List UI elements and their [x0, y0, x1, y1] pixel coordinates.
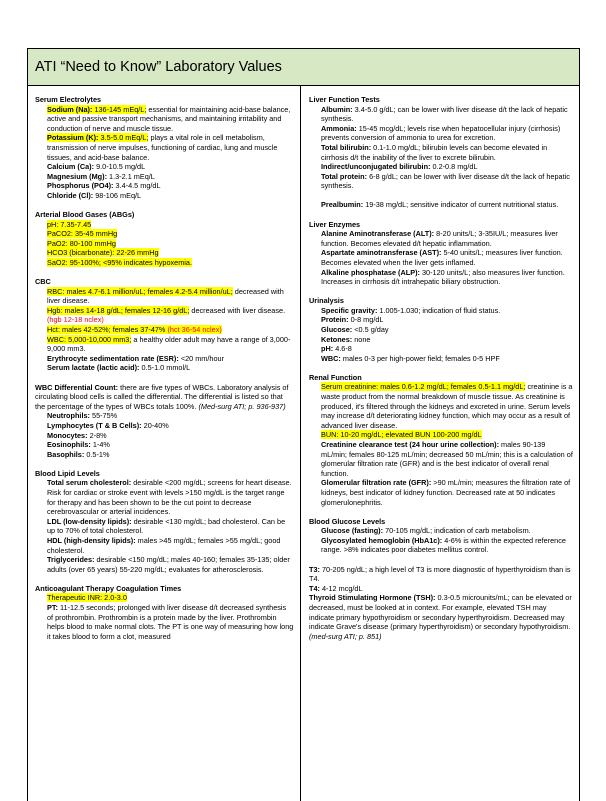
specific-gravity-value: 1.005-1.030; indication of fluid status. [379, 305, 501, 315]
abg-sao2: SaO2: 95-100%; <95% indicates hypoxemia. [47, 258, 193, 267]
eosinophils-value: 1-4% [92, 440, 110, 450]
triglycerides-desc: desirable <150 mg/dL; males 40-160; females 35-135; older adults (over 65 years) 55-220 mg/dL; evaluates for atherosclerosis. [47, 555, 290, 574]
wbc-value: WBC: 5,000-10,000 mm3; [47, 334, 132, 344]
total-bilirubin-row [309, 143, 573, 162]
bun-value: BUN: 10-20 mg/dL; elevated BUN 100-200 mg/dL [321, 430, 482, 440]
spacer [309, 191, 573, 201]
total-protein-desc: 6-8 g/dL; can be lower with liver disease d/t the lack of hepatic synthesis. [321, 171, 570, 191]
ammonia-desc: 15-45 mcg/dL; levels rise when hepatocellular injury (cirrhosis) prevents conversion of ammonia to urea for excretion. [321, 123, 561, 143]
sodium-row [35, 105, 294, 134]
left-column [28, 86, 301, 801]
tsh-desc: 0.3-0.5 microunits/mL; can be elevated or decreased, must be looked at in context. For example, elevated TSH may indicate primary hypothyroidism or secondary hyperthyroidism. Decreased may indicate Grave's disease (primary hyperthyroidism) or secondary hypothyroidism. [309, 593, 572, 632]
pt-desc: 11-12.5 seconds; prolonged with liver disease d/t decreased synthesis of prothrombin. Prothrombin is a protein made by the liver. Prothrombin helps blood to make normal clots. The PT is one way of measuring how long it takes blood to form a clot, measured [47, 603, 294, 641]
monocytes-value: 2-8% [89, 430, 107, 440]
urinalysis-item [309, 315, 573, 325]
t3-row [309, 565, 573, 584]
section-heading-renal: Renal Function [309, 372, 362, 382]
ast-desc: 5-40 units/L; measures liver function. Becomes elevated when the liver gets inflamed. [321, 248, 563, 267]
specific-gravity-label: Specific gravity: [321, 305, 378, 315]
t4-value: 4-12 mcg/dL [321, 583, 363, 593]
prealbumin-row [309, 200, 573, 210]
total-protein-row [309, 172, 573, 191]
basophils-value: 0.5-1% [86, 449, 110, 459]
monocytes-label: Monocytes: [47, 430, 88, 440]
urinalysis-item [309, 306, 573, 316]
rbc-value: RBC: males 4.7-6.1 million/uL; females 4.2-5.4 million/uL; [47, 286, 233, 296]
ast-row [309, 248, 573, 267]
albumin-desc: 3.4-5.0 g/dL; can be lower with liver disease d/t the lack of hepatic synthesis. [321, 104, 568, 124]
tsh-row [309, 593, 573, 641]
ketones-label: Ketones: [321, 334, 353, 344]
triglycerides-row [35, 555, 294, 574]
calcium-value: 9.0-10.5 mg/dL [96, 162, 146, 172]
abg-item [35, 229, 294, 239]
sodium-value: 136-145 mEq/L; [94, 104, 147, 114]
right-column [301, 86, 579, 801]
abg-ph: pH: 7.35-7.45 [47, 219, 92, 229]
alt-label: Alanine Aminotransferase (ALT): [321, 229, 435, 239]
section-heading-wbc-diff: WBC Differential Count: [35, 382, 119, 392]
urinalysis-item [309, 325, 573, 335]
urinalysis-item [309, 344, 573, 354]
lymphocytes-label: Lymphocytes (T & B Cells): [47, 420, 142, 430]
urine-protein-label: Protein: [321, 315, 349, 325]
urine-glucose-label: Glucose: [321, 324, 353, 334]
phosphorus-value: 3.4-4.5 mg/dL [115, 181, 161, 191]
urine-glucose-value: <0.5 g/day [354, 324, 389, 334]
abg-paco2: PaCO2: 35-45 mmHg [47, 229, 118, 239]
tsh-label: Thyroid Stimulating Hormone (TSH): [309, 593, 436, 603]
esr-row [35, 354, 294, 364]
sodium-desc: essential for maintaining acid-base balance, active and passive transport mechanisms, and maintaining irritability and conduction of nerve and muscle tissue. [47, 104, 291, 133]
wbc-row [35, 335, 294, 354]
section-heading-lipids: Blood Lipid Levels [35, 468, 100, 478]
rbc-row [35, 287, 294, 306]
potassium-desc: plays a vital role in cell metabolism, transmission of nerve impulses, functioning of cardiac, lung and muscle tissues, and acid-base balance. [47, 133, 278, 162]
tsh-reference: (med-surg ATI; p. 851) [309, 631, 382, 641]
section-heading-enzymes: Liver Enzymes [309, 219, 361, 229]
inr-row [35, 593, 294, 603]
gfr-row [309, 478, 573, 507]
potassium-row [35, 133, 294, 162]
ketones-value: none [354, 334, 371, 344]
hdl-label: HDL (high-density lipids): [47, 535, 136, 545]
hct-row [35, 325, 294, 335]
section-heading-glucose: Blood Glucose Levels [309, 516, 386, 526]
alp-desc: 30-120 units/L; also measures liver function. Increases in cirrhosis d/t intrahepatic biliary obstruction. [321, 267, 565, 287]
inr-value: Therapeutic INR: 2.0-3.0 [47, 593, 127, 603]
magnesium-label: Magnesium (Mg): [47, 171, 107, 181]
phosphorus-row [35, 181, 294, 191]
hba1c-label: Glycosylated hemoglobin (HbA1c): [321, 535, 443, 545]
urinalysis-item [309, 335, 573, 345]
chloride-label: Chloride (Cl): [47, 190, 94, 200]
prealbumin-label: Prealbumin: [321, 200, 364, 210]
ldl-label: LDL (low-density lipids): [47, 516, 132, 526]
wbc-diff-item [35, 440, 294, 450]
wbc-diff-item [35, 431, 294, 441]
lymphocytes-value: 20-40% [143, 420, 169, 430]
ammonia-row [309, 124, 573, 143]
eosinophils-label: Eosinophils: [47, 440, 91, 450]
calcium-label: Calcium (Ca): [47, 162, 95, 172]
creatinine-row [309, 382, 573, 430]
urine-ph-value: 4.6-8 [335, 344, 352, 354]
hgb-row [35, 306, 294, 325]
creatinine-clearance-row [309, 440, 573, 478]
potassium-label: Potassium (K): [47, 133, 99, 143]
esr-value: <20 mm/hour [180, 353, 225, 363]
triglycerides-label: Triglycerides: [47, 555, 95, 565]
fasting-glucose-label: Glucose (fasting): [321, 526, 384, 536]
chloride-value: 98-106 mEq/L [95, 190, 142, 200]
urine-wbc-label: WBC: [321, 353, 341, 363]
urine-ph-label: pH: [321, 344, 334, 354]
creatinine-clearance-desc: males 90-139 mL/min; females 80-125 mL/min; decreased 50 mL/min; this is a calculation of glomerular filtration rate (GFR) and is the best indicator of overall renal function. [321, 440, 573, 478]
ldl-row [35, 517, 294, 536]
total-cholesterol-label: Total serum cholesterol: [47, 478, 132, 488]
hct-value: Hct: males 42-52%; females 37-47% [47, 325, 166, 335]
indirect-bilirubin-row [309, 162, 573, 172]
creatinine-desc: creatinine is a waste product from the normal breakdown of muscle tissue. As creatinine is produced, it's filtered through the kidneys and excreted in urine. Serum levels may increase d/t deteriorating kidney function, which may occur as a result of advanced liver disease. [321, 382, 573, 430]
t3-label: T3: [309, 564, 320, 574]
abg-item [35, 239, 294, 249]
section-heading-electrolytes: Serum Electrolytes [35, 95, 102, 104]
lactate-value: 0.5-1.0 mmol/L [141, 363, 191, 373]
neutrophils-label: Neutrophils: [47, 411, 90, 421]
wbc-diff-item [35, 450, 294, 460]
abg-item [35, 248, 294, 258]
total-cholesterol-row [35, 478, 294, 516]
section-heading-cbc: CBC [35, 277, 51, 287]
hgb-desc: decreased with liver disease. [191, 305, 286, 315]
albumin-row [309, 105, 573, 124]
neutrophils-value: 55-75% [92, 411, 118, 421]
ast-label: Aspartate aminotransferase (AST): [321, 248, 442, 258]
t4-label: T4: [309, 583, 320, 593]
urine-protein-value: 0-8 mg/dL [350, 315, 384, 325]
bun-row [309, 430, 573, 440]
t3-desc: 70-205 ng/dL; a high level of T3 is more diagnostic of hyperthyroidism than is T4. [309, 564, 571, 584]
pt-label: PT: [47, 603, 58, 612]
indirect-bilirubin-label: Indirect/unconjugated bilirubin: [321, 162, 431, 172]
hdl-row [35, 536, 294, 555]
alt-row [309, 229, 573, 248]
esr-label: Erythrocyte sedimentation rate (ESR): [47, 353, 179, 363]
lab-values-sheet [27, 48, 580, 801]
lactate-row [35, 363, 294, 373]
alp-row [309, 268, 573, 287]
t4-row [309, 584, 573, 594]
ammonia-label: Ammonia: [321, 123, 357, 133]
urine-wbc-value: males 0-3 per high-power field; females 0-5 HPF [342, 353, 500, 363]
wbc-diff-item [35, 411, 294, 421]
total-cholesterol-desc: desirable <200 mg/dL; screens for heart disease. Risk for cardiac or stroke event with levels >150 mg/dL is the target range for therapy and has been shown to be the cut point to decrease cerebrovascular or arterial incidences. [47, 478, 292, 517]
calcium-row [35, 162, 294, 172]
content-columns [28, 86, 579, 801]
albumin-label: Albumin: [321, 104, 353, 114]
lactate-label: Serum lactate (lactic acid): [47, 363, 140, 373]
basophils-label: Basophils: [47, 449, 85, 459]
wbc-diff-reference: (Med-surg ATI; p. 936-937) [198, 401, 286, 411]
abg-item [35, 258, 294, 268]
prealbumin-desc: 19-38 mg/dL; sensitive indicator of current nutritional status. [365, 200, 559, 210]
indirect-bilirubin-value: 0.2-0.8 mg/dL [432, 162, 478, 172]
gfr-desc: >90 mL/min; measures the filtration rate of kidneys, best indicator of kidney function. Decreased rate at 50 indicates glomerulonephritis. [321, 478, 571, 507]
ldl-desc: desirable <130 mg/dL; bad cholesterol. Can be up to 70% of total cholesterol. [47, 516, 286, 536]
wbc-diff-desc: there are five types of WBCs. Laboratory analysis of circulating blood cells is called the differential. The differential is listed so that the percentage of the types of WBCs totals 100%. [35, 382, 289, 411]
abg-hco3: HCO3 (bicarbonate): 22-26 mmHg [47, 248, 159, 258]
hba1c-row [309, 536, 573, 555]
abg-pao2: PaO2: 80-100 mmHg [47, 238, 116, 248]
hgb-nclex-note: (hgb 12-18 nclex) [47, 315, 104, 325]
page-title: ATI “Need to Know” Laboratory Values [28, 49, 579, 86]
magnesium-value: 1.3-2.1 mEq/L [109, 171, 155, 181]
creatinine-clearance-label: Creatinine clearance test (24 hour urine collection): [321, 440, 500, 449]
fasting-glucose-row [309, 526, 573, 536]
hba1c-desc: 4-6% is within the expected reference range. >8% indicates poor diabetes mellitus control. [321, 535, 566, 555]
abg-item [35, 220, 294, 230]
hct-nclex-note: (hct 36-54 nclex) [167, 325, 222, 335]
wbc-desc: a healthy older adult may have a range of 3,000-9,000 mm3. [47, 334, 291, 354]
creatinine-value: Serum creatinine: males 0.6-1.2 mg/dL; females 0.5-1.1 mg/dL; [321, 382, 526, 392]
wbc-differential-block [35, 383, 294, 412]
section-heading-abg: Arterial Blood Gases (ABGs) [35, 210, 135, 220]
chloride-row [35, 191, 294, 201]
alt-desc: 8-20 units/L; 3-35IU/L; measures liver function. Becomes elevated d/t hepatic inflammation. [321, 229, 558, 248]
pt-row [35, 603, 294, 641]
fasting-glucose-desc: 70-105 mg/dL; indication of carb metabolism. [385, 526, 531, 536]
alp-label: Alkaline phosphatase (ALP): [321, 267, 420, 277]
hgb-value: Hgb: males 14-18 g/dL; females 12-16 g/dL; [47, 305, 190, 315]
potassium-value: 3.5-5.0 mEq/L; [100, 133, 149, 143]
total-bilirubin-desc: 0.1-1.0 mg/dL; bilirubin levels can become elevated in cirrhosis d/t the inability of the liver to excrete bilirubin. [321, 142, 548, 162]
sodium-label: Sodium (Na): [47, 104, 93, 114]
section-heading-urinalysis: Urinalysis [309, 296, 344, 306]
phosphorus-label: Phosphorus (PO4): [47, 181, 114, 191]
section-heading-coag: Anticoagulant Therapy Coagulation Times [35, 583, 182, 593]
hdl-desc: males >45 mg/dL; females >55 mg/dL; good cholesterol. [47, 535, 281, 555]
wbc-diff-item [35, 421, 294, 431]
gfr-label: Glomerular filtration rate (GFR): [321, 478, 432, 488]
total-protein-label: Total protein: [321, 171, 368, 181]
urinalysis-item [309, 354, 573, 364]
rbc-desc: decreased with liver disease. [47, 286, 284, 306]
section-heading-lft: Liver Function Tests [309, 95, 380, 104]
magnesium-row [35, 172, 294, 182]
total-bilirubin-label: Total bilirubin: [321, 142, 372, 152]
